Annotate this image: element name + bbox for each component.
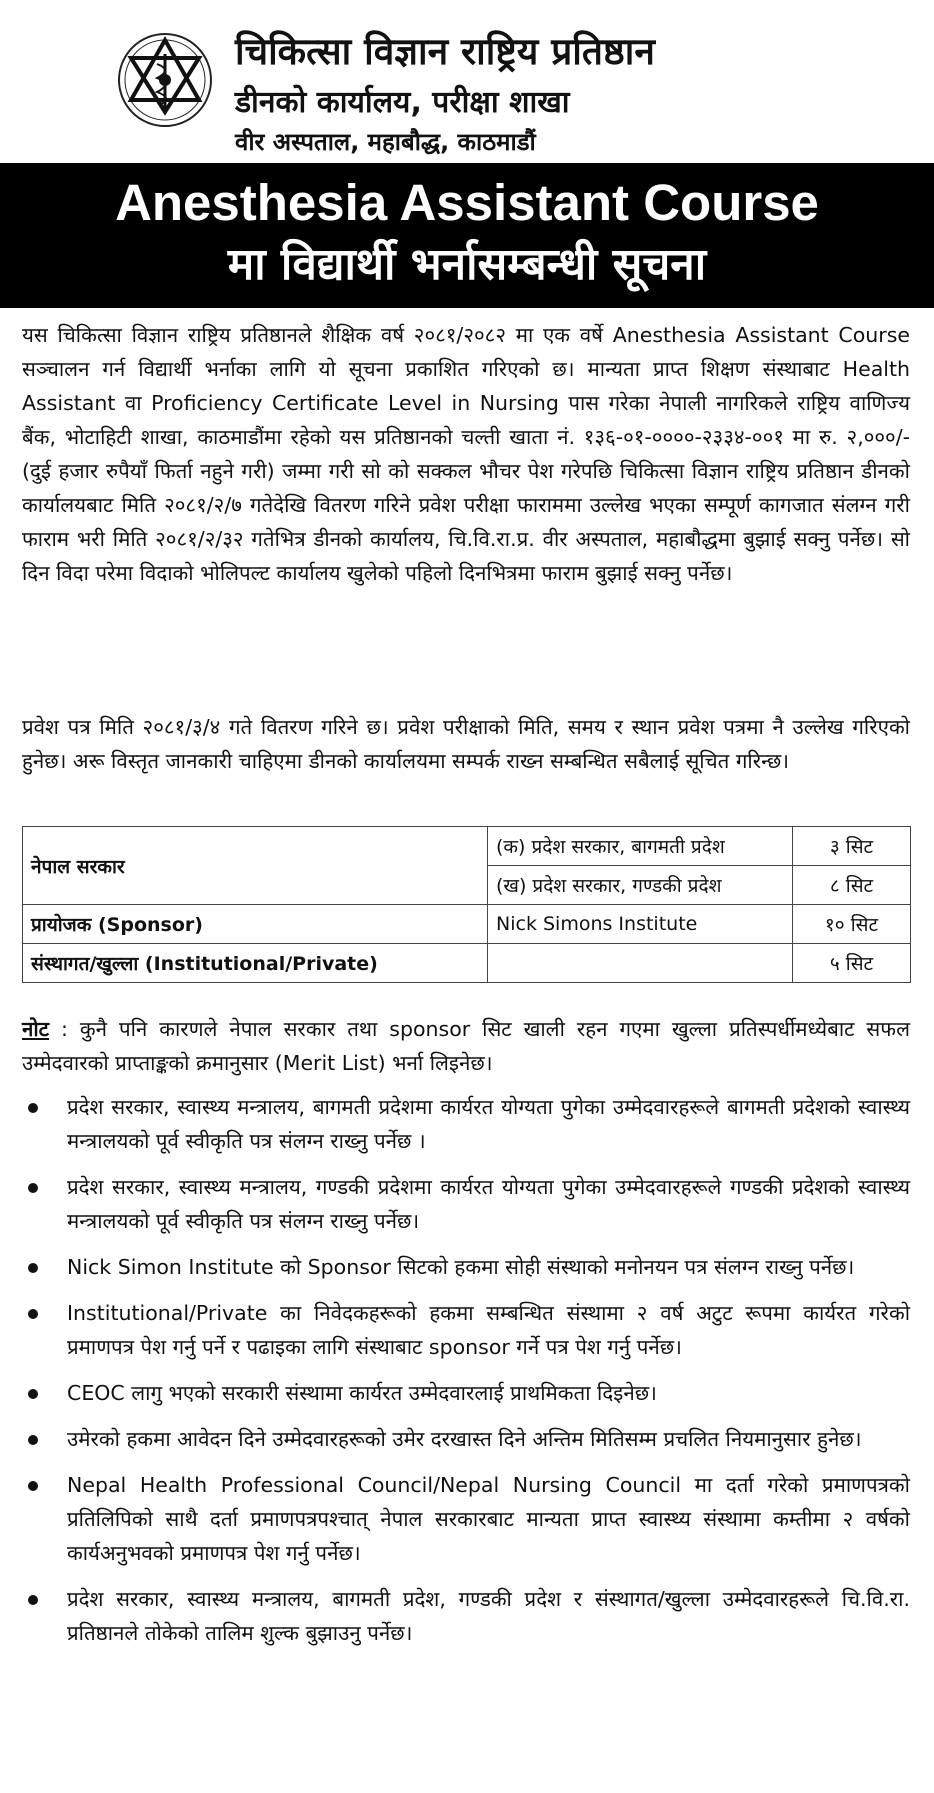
note-paragraph — [22, 1012, 910, 1080]
bullet-icon — [28, 1389, 38, 1399]
list-item — [22, 1090, 910, 1158]
table-cell: Nick Simons Institute — [488, 905, 793, 944]
list-item — [22, 1582, 910, 1650]
intro-paragraph: यस चिकित्सा विज्ञान राष्ट्रिय प्रतिष्ठानले शैक्षिक वर्ष २०८१/२०८२ मा एक वर्षे Anesthesia Assistant Course सञ्चालन गर्न विद्यार्थी भर्नाका लागि यो सूचना प्रकाशित गरिएको छ। मान्यता प्राप्त शिक्षण संस्थाबाट Health Assistant वा Proficiency Certificate Level in Nursing पास गरेका नेपाली नागरिकले राष्ट्रिय वाणिज्य बैंक, भोटाहिटी शाखा, काठमाडौंमा रहेको यस प्रतिष्ठानको चल्ती खाता नं. १३६-०१-००००-२३३४-००१ मा रु. २,०००/- (दुई हजार रुपैयाँ फिर्ता नहुने गरी) जम्मा गरी सो को सक्कल भौचर पेश गरेपछि चिकित्सा विज्ञान राष्ट्रिय प्रतिष्ठान डीनको कार्यालयबाट मिति २०८१/२/७ गतेदेखि वितरण गरिने प्रवेश परीक्षा फाराममा उल्लेख भएका सम्पूर्ण कागजात संलग्न गरी फाराम भरी मिति २०८१/२/३२ गतेभित्र डीनको कार्यालय, चि.वि.रा.प्र. वीर अस्पताल, महाबौद्धमा बुझाई सक्नु पर्नेछ। सो दिन विदा परेमा विदाको भोलिपल्ट कार्यालय खुलेको पहिलो दिनभित्रमा फाराम बुझाई सक्नु पर्नेछ। — [22, 323, 910, 585]
list-item-text: CEOC लागु भएको सरकारी संस्थामा कार्यरत उम्मेदवारलाई प्राथमिकता दिइनेछ। — [67, 1381, 657, 1405]
list-item — [22, 1376, 910, 1410]
bullet-icon — [28, 1103, 38, 1113]
bullet-icon — [28, 1481, 38, 1491]
bullet-icon — [28, 1435, 38, 1445]
table-cell: ३ सिट — [793, 827, 911, 866]
list-item-text: प्रदेश सरकार, स्वास्थ्य मन्त्रालय, बागमती प्रदेशमा कार्यरत योग्यता पुगेका उम्मेदवारहरूले बागमती प्रदेशको स्वास्थ्य मन्त्रालयको पूर्व स्वीकृति पत्र संलग्न राख्नु पर्नेछ । — [67, 1095, 910, 1153]
table-cell: (क) प्रदेश सरकार, बागमती प्रदेश — [488, 827, 793, 866]
bullet-icon — [28, 1595, 38, 1605]
bullet-icon — [28, 1183, 38, 1193]
table-cell: संस्थागत/खुल्ला (Institutional/Private) — [23, 944, 488, 983]
table-row — [23, 944, 911, 983]
list-item — [22, 1250, 910, 1284]
note-label: नोट — [22, 1017, 50, 1041]
notice-title-banner — [0, 163, 934, 308]
organization-name: चिकित्सा विज्ञान राष्ट्रिय प्रतिष्ठान — [235, 30, 655, 73]
table-cell: (ख) प्रदेश सरकार, गण्डकी प्रदेश — [488, 866, 793, 905]
list-item — [22, 1468, 910, 1570]
table-row — [23, 905, 911, 944]
office-name: डीनको कार्यालय, परीक्षा शाखा — [235, 85, 570, 120]
list-item-text: प्रदेश सरकार, स्वास्थ्य मन्त्रालय, बागमती प्रदेश, गण्डकी प्रदेश र संस्थागत/खुल्ला उम्मेदवारहरूले चि.वि.रा. प्रतिष्ठानले तोकेको तालिम शुल्क बुझाउनु पर्नेछ। — [67, 1587, 910, 1645]
list-item — [22, 1296, 910, 1364]
notice-subtitle: मा विद्यार्थी भर्नासम्बन्धी सूचना — [227, 239, 707, 290]
list-item-text: उमेरको हकमा आवेदन दिने उम्मेदवारहरूको उमेर दरखास्त दिने अन्तिम मितिसम्म प्रचलित नियमानुसार हुनेछ। — [67, 1427, 862, 1451]
seat-distribution-table — [22, 826, 911, 983]
table-cell: ५ सिट — [793, 944, 911, 983]
bullet-icon — [28, 1309, 38, 1319]
conditions-list — [22, 1090, 910, 1662]
bullet-icon — [28, 1263, 38, 1273]
table-row — [23, 827, 911, 866]
office-address: वीर अस्पताल, महाबौद्ध, काठमाडौं — [235, 128, 536, 156]
table-cell: प्रायोजक (Sponsor) — [23, 905, 488, 944]
notice-header — [0, 0, 934, 160]
table-cell — [488, 944, 793, 983]
list-item-text: Institutional/Private का निवेदकहरूको हकमा सम्बन्धित संस्थामा २ वर्ष अटुट रूपमा कार्यरत गरेको प्रमाणपत्र पेश गर्नु पर्ने र पढाइका लागि संस्थाबाट sponsor गर्ने पत्र पेश गर्नु पर्नेछ। — [67, 1301, 910, 1359]
list-item-text: प्रदेश सरकार, स्वास्थ्य मन्त्रालय, गण्डकी प्रदेशमा कार्यरत योग्यता पुगेका उम्मेदवारहरूले गण्डकी प्रदेशको स्वास्थ्य मन्त्रालयको पूर्व स्वीकृति पत्र संलग्न राख्नु पर्नेछ। — [67, 1175, 910, 1233]
table-cell: नेपाल सरकार — [23, 827, 488, 905]
list-item-text: Nick Simon Institute को Sponsor सिटको हकमा सोही संस्थाको मनोनयन पत्र संलग्न राख्नु पर्नेछ। — [67, 1255, 855, 1279]
course-title: Anesthesia Assistant Course — [115, 174, 819, 231]
academy-logo-icon — [115, 30, 215, 130]
list-item — [22, 1170, 910, 1238]
table-cell: १० सिट — [793, 905, 911, 944]
note-text: : कुनै पनि कारणले नेपाल सरकार तथा sponsor सिट खाली रहन गएमा खुल्ला प्रतिस्पर्धीमध्येबाट सफल उम्मेदवारको प्राप्ताङ्कको क्रमानुसार (Merit List) भर्ना लिइनेछ। — [22, 1017, 910, 1075]
admit-card-paragraph: प्रवेश पत्र मिति २०८१/३/४ गते वितरण गरिने छ। प्रवेश परीक्षाको मिति, समय र स्थान प्रवेश पत्रमा नै उल्लेख गरिएको हुनेछ। अरू विस्तृत जानकारी चाहिएमा डीनको कार्यालयमा सम्पर्क राख्न सम्बन्धित सबैलाई सूचित गरिन्छ। — [22, 715, 910, 773]
list-item — [22, 1422, 910, 1456]
list-item-text: Nepal Health Professional Council/Nepal Nursing Council मा दर्ता गरेको प्रमाणपत्रको प्रतिलिपिको साथै दर्ता प्रमाणपत्रपश्चात् नेपाल सरकारबाट मान्यता प्राप्त स्वास्थ्य संस्थामा कम्तीमा २ वर्षको कार्यअनुभवको प्रमाणपत्र पेश गर्नु पर्नेछ। — [67, 1473, 910, 1565]
table-cell: ८ सिट — [793, 866, 911, 905]
